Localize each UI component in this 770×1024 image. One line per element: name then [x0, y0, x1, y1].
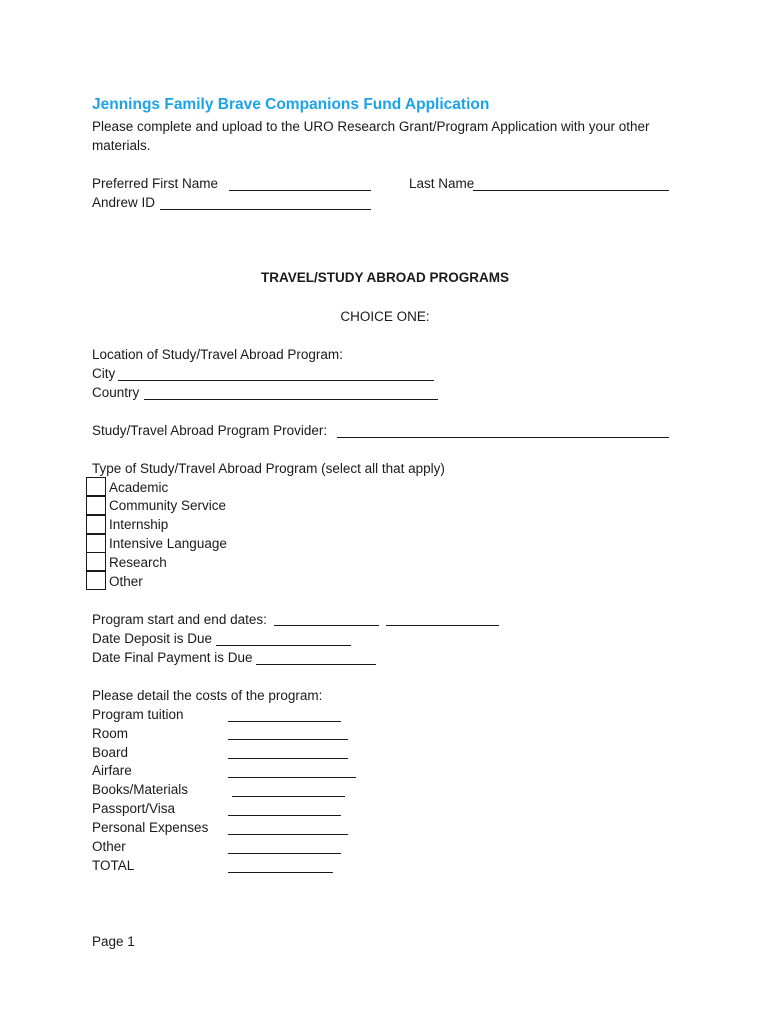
cost-field-passport-visa[interactable] [228, 815, 341, 816]
checkbox-other[interactable] [86, 571, 106, 590]
option-internship-label: Internship [109, 517, 169, 532]
final-payment-label: Date Final Payment is Due [92, 650, 253, 665]
cost-label-personal-expenses: Personal Expenses [92, 820, 209, 835]
checkbox-research[interactable] [86, 552, 106, 571]
andrew-id-field[interactable] [160, 209, 371, 210]
option-intensive-language-label: Intensive Language [109, 536, 227, 551]
final-payment-field[interactable] [256, 664, 376, 665]
option-community-service-label: Community Service [109, 498, 227, 513]
intro-text-line1: Please complete and upload to the URO Research Grant/Program Application with your other [92, 119, 650, 134]
provider-label: Study/Travel Abroad Program Provider: [92, 423, 328, 438]
option-other-label: Other [109, 574, 143, 589]
last-name-label: Last Name [409, 176, 475, 191]
cost-field-board[interactable] [228, 758, 348, 759]
cost-label-passport-visa: Passport/Visa [92, 801, 176, 816]
city-field[interactable] [118, 380, 434, 381]
location-heading: Location of Study/Travel Abroad Program: [92, 347, 343, 362]
country-label: Country [92, 385, 140, 400]
costs-heading: Please detail the costs of the program: [92, 688, 323, 703]
form-title: Jennings Family Brave Companions Fund Application [92, 96, 490, 113]
cost-field-airfare[interactable] [228, 777, 356, 778]
city-label: City [92, 366, 116, 381]
provider-field[interactable] [337, 437, 669, 438]
checkbox-academic[interactable] [86, 477, 106, 496]
cost-label-board: Board [92, 745, 129, 760]
cost-field-room[interactable] [228, 739, 348, 740]
start-end-dates-label: Program start and end dates: [92, 612, 267, 627]
cost-label-program-tuition: Program tuition [92, 707, 184, 722]
cost-label-other: Other [92, 839, 126, 854]
option-academic-label: Academic [109, 480, 169, 495]
cost-label-total: TOTAL [92, 858, 135, 873]
cost-field-total[interactable] [228, 872, 333, 873]
option-research-label: Research [109, 555, 167, 570]
end-date-field[interactable] [386, 625, 499, 626]
cost-field-program-tuition[interactable] [228, 721, 341, 722]
page-number: Page 1 [92, 934, 135, 949]
section-heading: TRAVEL/STUDY ABROAD PROGRAMS [260, 270, 509, 285]
first-name-field[interactable] [229, 190, 371, 191]
deposit-due-field[interactable] [216, 645, 351, 646]
start-date-field[interactable] [274, 625, 379, 626]
checkbox-intensive-language[interactable] [86, 534, 106, 553]
first-name-label: Preferred First Name [92, 176, 219, 191]
andrew-id-label: Andrew ID [92, 195, 156, 210]
program-type-heading: Type of Study/Travel Abroad Program (select all that apply) [92, 461, 445, 476]
deposit-due-label: Date Deposit is Due [92, 631, 213, 646]
choice-heading: CHOICE ONE: [340, 309, 430, 324]
cost-label-books-materials: Books/Materials [92, 782, 189, 797]
cost-field-other[interactable] [228, 853, 341, 854]
cost-label-room: Room [92, 726, 129, 741]
country-field[interactable] [144, 399, 438, 400]
last-name-field[interactable] [473, 190, 669, 191]
checkbox-community-service[interactable] [86, 496, 106, 515]
cost-field-books-materials[interactable] [232, 796, 345, 797]
checkbox-internship[interactable] [86, 515, 106, 534]
cost-label-airfare: Airfare [92, 763, 132, 778]
cost-field-personal-expenses[interactable] [228, 834, 348, 835]
intro-text-line2: materials. [92, 138, 151, 153]
